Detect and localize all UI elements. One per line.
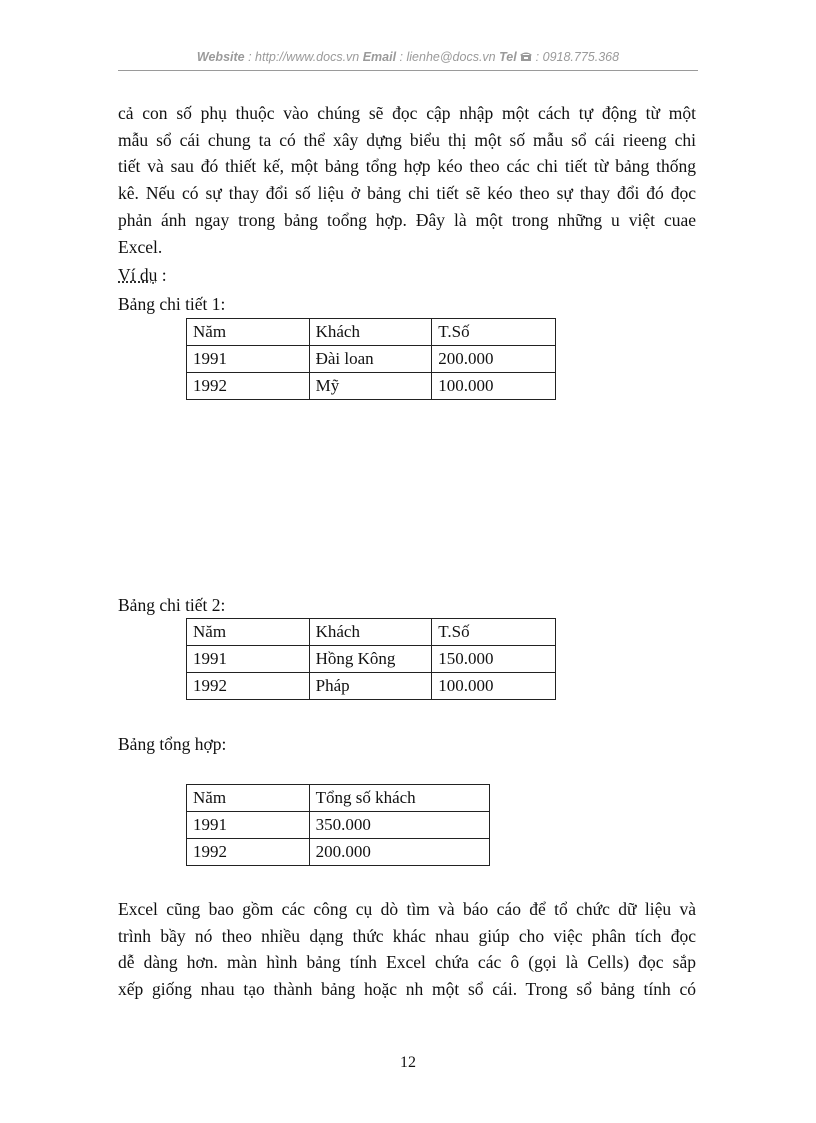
tel-value: : 0918.775.368: [532, 50, 620, 64]
table-header-row: [187, 319, 556, 346]
summary-table: [186, 784, 490, 866]
intro-paragraph: [118, 100, 696, 260]
header-cell: Năm: [187, 319, 310, 346]
intro-line: cả con số phụ thuộc vào chúng sẽ đọc cập nhập một cách tự động từ một: [118, 103, 696, 123]
website-value: : http://www.docs.vn: [244, 50, 363, 64]
email-label: Email: [362, 50, 397, 64]
table-cell: 150.000: [432, 646, 556, 673]
table-header-row: [187, 785, 490, 812]
page-header: [118, 50, 698, 64]
header-divider: [118, 70, 698, 71]
intro-line: kê. Nếu có sự thay đổi số liệu ở bảng chi tiết sẽ kéo theo sự thay đổi đó đọc: [118, 183, 696, 204]
table-cell: 100.000: [432, 673, 556, 700]
table-cell: Đài loan: [309, 346, 432, 373]
email-value: : lienhe@docs.vn: [396, 50, 500, 64]
website-label: Website: [196, 50, 245, 64]
table1-title: Bảng chi tiết 1:: [118, 294, 226, 314]
intro-line: phản ánh ngay trong bảng toổng hợp. Đây là một trong những u việt cuae: [118, 209, 696, 230]
table-cell: 1991: [187, 812, 310, 839]
page-number: 12: [400, 1054, 416, 1071]
header-cell: T.Số: [432, 319, 556, 346]
table-row: [187, 346, 556, 373]
summary-title: Bảng tổng hợp:: [118, 734, 227, 754]
table2-title: Bảng chi tiết 2:: [118, 595, 226, 615]
table-row: [187, 373, 556, 400]
table-cell: 350.000: [309, 812, 489, 839]
example-label: Ví dụ: [118, 265, 158, 285]
phone-icon: [520, 50, 532, 64]
intro-line: tiết và sau đó thiết kế, một bảng tổng hợp kéo theo các chi tiết từ bảng thống: [118, 156, 696, 177]
detail-table-2: [186, 618, 556, 700]
table-cell: 200.000: [432, 346, 556, 373]
table-row: [187, 673, 556, 700]
table-cell: 100.000: [432, 373, 556, 400]
detail-table-1: [186, 318, 556, 400]
table-header-row: [187, 619, 556, 646]
outro-line: Excel cũng bao gồm các công cụ dò tìm và báo cáo để tổ chức dữ liệu và: [118, 899, 696, 919]
table-cell: Pháp: [309, 673, 432, 700]
header-cell: Năm: [187, 785, 310, 812]
header-cell: Năm: [187, 619, 310, 646]
intro-line: Excel.: [118, 236, 163, 257]
header-cell: Khách: [309, 619, 432, 646]
example-colon: :: [157, 265, 167, 285]
table-cell: 1991: [187, 646, 310, 673]
table-row: [187, 839, 490, 866]
header-cell: Tổng số khách: [309, 785, 489, 812]
table-cell: 1992: [187, 373, 310, 400]
example-heading: [118, 265, 167, 286]
outro-paragraph: [118, 896, 696, 1003]
table-row: [187, 812, 490, 839]
intro-line: mẫu sổ cái chung ta có thể xây dựng biểu thị một số mẫu sổ cái rieeng chi: [118, 129, 696, 150]
table-cell: 200.000: [309, 839, 489, 866]
header-cell: Khách: [309, 319, 432, 346]
header-cell: T.Số: [432, 619, 556, 646]
table-cell: 1992: [187, 673, 310, 700]
table-cell: 1992: [187, 839, 310, 866]
table-row: [187, 646, 556, 673]
outro-line: xếp giống nhau tạo thành bảng hoặc nh một sổ cái. Trong sổ bảng tính có: [118, 979, 696, 1000]
outro-line: dễ dàng hơn. màn hình bảng tính Excel chứa các ô (gọi là Cells) đọc sắp: [118, 952, 696, 973]
table-cell: Mỹ: [309, 373, 432, 400]
outro-line: trình bầy nó theo nhiều dạng thức khác nhau giúp cho việc phân tích đọc: [118, 925, 696, 946]
tel-label: Tel: [499, 50, 517, 64]
table-cell: Hồng Kông: [309, 646, 432, 673]
table-cell: 1991: [187, 346, 310, 373]
